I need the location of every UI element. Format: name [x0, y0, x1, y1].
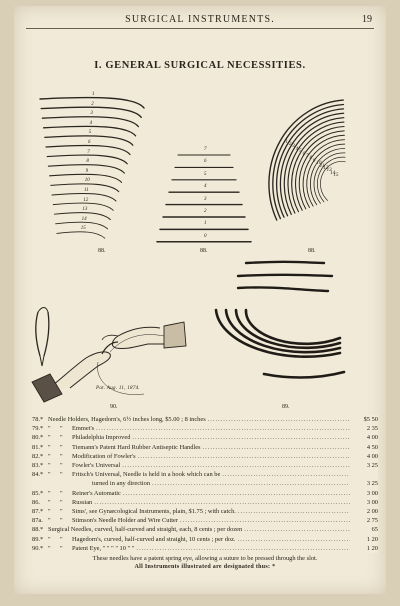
ditto-mark: " — [60, 434, 63, 442]
catalog-row — [32, 516, 378, 525]
ditto-mark: " — [48, 517, 51, 525]
catalog-number: 90.* — [32, 544, 44, 552]
catalog-row — [32, 498, 378, 507]
ditto-marks — [48, 516, 72, 525]
needle-right-9 — [299, 135, 344, 209]
needle-number-right-8: 8 — [309, 156, 312, 162]
catalog-description: Modification of Fowler's ..... — [72, 452, 350, 461]
ditto-marks — [48, 452, 72, 461]
catalog-number: 79.* — [32, 425, 44, 433]
catalog-number: 84.* — [32, 471, 44, 479]
catalog-price: 1 20 — [350, 535, 378, 544]
ditto-mark: " — [60, 425, 63, 433]
catalog-description: Emmet's ..... — [72, 424, 350, 433]
catalog-description: Sims', see Gynæcological Instruments, plain, $1.75 ; with catch. ..... — [72, 507, 350, 516]
catalog-price: 3 25 — [350, 461, 378, 470]
ditto-mark: " — [60, 471, 63, 479]
catalog-page — [14, 6, 386, 594]
needle-number-right-3: 3 — [292, 144, 295, 150]
needle-number-left-1: 1 — [92, 92, 95, 97]
ditto-marks — [48, 535, 72, 544]
needle-number-middle-2: 2 — [204, 209, 207, 214]
ditto-marks — [48, 498, 72, 507]
ditto-mark: " — [48, 443, 51, 451]
needle-number-middle-0: 0 — [204, 233, 207, 239]
catalog-number: 87.* — [32, 508, 44, 516]
hagedorn-straight-3 — [238, 287, 328, 291]
needle-number-right-13: 13 — [326, 168, 332, 174]
needle-set-right — [269, 100, 345, 220]
catalog-row — [32, 507, 378, 516]
catalog-description: Philadelphia Improved ..... — [72, 433, 350, 442]
ditto-mark: " — [60, 443, 63, 451]
catalog-number: 81.* — [32, 443, 44, 451]
ditto-marks — [48, 424, 72, 433]
needle-number-left-2: 2 — [91, 101, 94, 107]
catalog-number: 89.* — [32, 535, 44, 543]
catalog-description: Tiemann's Patent Hard Rubber Antiseptic Handles ..... — [72, 443, 350, 452]
catalog-number: 85.* — [32, 489, 44, 497]
catalog-description: Russian ..... — [72, 498, 350, 507]
needle-number-middle-5: 5 — [204, 171, 207, 177]
ditto-mark: " — [48, 471, 51, 479]
catalog-description: Patent Eye, " " " " 10 " " ..... — [72, 544, 350, 553]
needle-number-left-9: 9 — [85, 168, 89, 174]
catalog-price: 3 00 — [350, 489, 378, 498]
running-title: SURGICAL INSTRUMENTS. — [125, 14, 275, 25]
catalog-number: 86. — [32, 498, 40, 506]
ditto-marks — [48, 443, 72, 452]
section-title: I. GENERAL SURGICAL NECESSITIES. — [94, 60, 306, 71]
needle-number-left-6: 6 — [88, 140, 91, 145]
ditto-mark: " — [48, 434, 51, 442]
catalog-price: 3 25 — [350, 479, 378, 488]
catalog-description: turned in any direction ..... — [48, 479, 350, 488]
needle-number-middle-4: 4 — [204, 184, 207, 190]
ditto-marks — [48, 470, 72, 479]
needle-number-left-7: 7 — [87, 149, 90, 155]
needle-number-left-14: 14 — [81, 216, 87, 222]
figure-label-88-middle: 88. — [200, 248, 208, 254]
needle-number-left-12: 12 — [83, 197, 89, 203]
hagedorn-straight-2 — [238, 275, 332, 276]
catalog-price: 3 00 — [350, 498, 378, 507]
needle-number-middle-1: 1 — [204, 221, 207, 227]
ditto-mark: " — [48, 489, 51, 497]
patent-text: Pat. Aug. 11, 1874. — [96, 386, 140, 391]
needle-number-right-6: 6 — [302, 151, 306, 157]
ditto-mark: " — [48, 452, 51, 460]
ditto-mark: " — [48, 498, 51, 506]
ditto-mark: " — [60, 498, 63, 506]
catalog-row — [32, 443, 378, 452]
catalog-row — [32, 544, 378, 553]
page-number: 19 — [362, 14, 372, 25]
catalog-row — [32, 461, 378, 470]
catalog-row — [32, 479, 378, 488]
catalog-description: Stimson's Needle Holder and Wire Cutter ..... — [72, 516, 350, 525]
catalog-row — [32, 433, 378, 442]
catalog-price: 2 35 — [350, 424, 378, 433]
hagedorn-needles-illustration — [216, 262, 344, 378]
hagedorn-half-curved — [264, 372, 344, 378]
catalog-row — [32, 489, 378, 498]
needle-number-middle-3: 3 — [204, 196, 207, 202]
needle-number-right-15: 15 — [333, 173, 339, 179]
catalog-price: 4 50 — [350, 443, 378, 452]
catalog-row — [32, 424, 378, 433]
needle-right-12 — [310, 148, 344, 204]
figure-label-88-right: 88. — [308, 248, 316, 254]
catalog-description: Surgical Needles, curved, half-curved and straight, each, 8 cents ; per dozen ..... — [48, 525, 350, 534]
ditto-mark: " — [48, 535, 51, 543]
figure-label-90: 90. — [110, 404, 118, 410]
ditto-mark: " — [60, 544, 63, 552]
catalog-price: 2 75 — [350, 516, 378, 525]
needle-set-left — [40, 98, 144, 239]
illustrations — [14, 6, 386, 406]
catalog-number — [32, 479, 48, 488]
ditto-marks — [48, 433, 72, 442]
ditto-marks — [48, 461, 72, 470]
catalog-price: 4 00 — [350, 433, 378, 442]
figure-label-88-left: 88. — [98, 248, 106, 254]
needle-number-left-5: 5 — [88, 130, 92, 136]
needle-number-left-15: 15 — [80, 226, 86, 232]
ditto-mark: " — [48, 425, 51, 433]
catalog-price: 2 00 — [350, 507, 378, 516]
needle-number-right-4: 4 — [295, 146, 299, 152]
needle-number-right-1: 1 — [285, 139, 288, 145]
catalog-row — [32, 415, 378, 424]
needle-note: These needles have a patent spring eye, allowing a suture to be pressed through the slot. — [92, 555, 318, 563]
catalog-number: 83.* — [32, 462, 44, 470]
catalog-price: 1 20 — [350, 544, 378, 553]
ditto-marks — [48, 507, 72, 516]
ditto-mark: " — [60, 508, 63, 516]
ditto-mark: " — [60, 452, 63, 460]
needle-number-left-10: 10 — [84, 178, 90, 184]
needle-number-right-10: 10 — [316, 161, 322, 167]
catalog-row — [32, 525, 378, 534]
catalog-description: Reiner's Automatic ..... — [72, 489, 350, 498]
catalog-row — [32, 535, 378, 544]
catalog-price: 4 00 — [350, 452, 378, 461]
needle-number-left-13: 13 — [82, 207, 88, 213]
catalog-number: 78.* — [32, 416, 44, 423]
catalog-description: Fritsch's Universal, Needle is held in a hook which can be ..... — [72, 470, 350, 479]
catalog-price: 65 — [350, 525, 378, 534]
ditto-mark: " — [48, 544, 51, 552]
catalog-number: 80.* — [32, 434, 44, 442]
needle-number-middle-7: 7 — [204, 147, 207, 152]
needle-number-left-8: 8 — [86, 159, 89, 165]
needle-left-15 — [57, 232, 105, 238]
ditto-mark: " — [60, 489, 63, 497]
needle-number-right-12: 12 — [323, 166, 329, 172]
ditto-mark: " — [60, 462, 63, 470]
catalog-description: Hagedorn's, curved, half-curved and straight, 10 cents ; per doz. ..... — [72, 535, 350, 544]
needle-number-right-14: 14 — [330, 170, 336, 176]
hagedorn-straight-1 — [246, 262, 324, 263]
catalog-description: Fowler's Universal ..... — [72, 461, 350, 470]
needle-number-right-11: 11 — [319, 163, 325, 169]
needle-number-right-2: 2 — [288, 141, 292, 147]
needle-number-left-3: 3 — [90, 111, 93, 117]
catalog-price: $5 50 — [350, 415, 378, 424]
needle-number-middle-6: 6 — [204, 159, 207, 165]
ditto-marks — [48, 544, 72, 553]
catalog-row — [32, 452, 378, 461]
designation-note: All Instruments illustrated are designated thus: * — [134, 564, 276, 571]
needle-number-left-11: 11 — [84, 188, 89, 193]
needle-number-right-5: 5 — [299, 149, 302, 155]
ditto-marks — [48, 489, 72, 498]
catalog-number: 82.* — [32, 452, 44, 460]
ditto-mark: " — [48, 508, 51, 516]
needle-number-right-9: 9 — [312, 158, 316, 164]
needle-number-left-4: 4 — [89, 120, 93, 126]
catalog-row — [32, 470, 378, 479]
ditto-mark: " — [60, 517, 63, 525]
catalog-number: 87a. — [32, 517, 43, 525]
figure-label-89: 89. — [282, 404, 290, 410]
catalog-number: 88.* — [32, 526, 44, 534]
catalog-description: Needle Holders, Hagedorn's, 6½ inches long, $5.00 ; 8 inches ..... — [48, 415, 350, 424]
ditto-mark: " — [60, 535, 63, 543]
catalog-price — [350, 470, 378, 479]
ditto-mark: " — [48, 462, 51, 470]
needle-number-right-7: 7 — [306, 154, 309, 159]
price-list — [32, 415, 378, 572]
